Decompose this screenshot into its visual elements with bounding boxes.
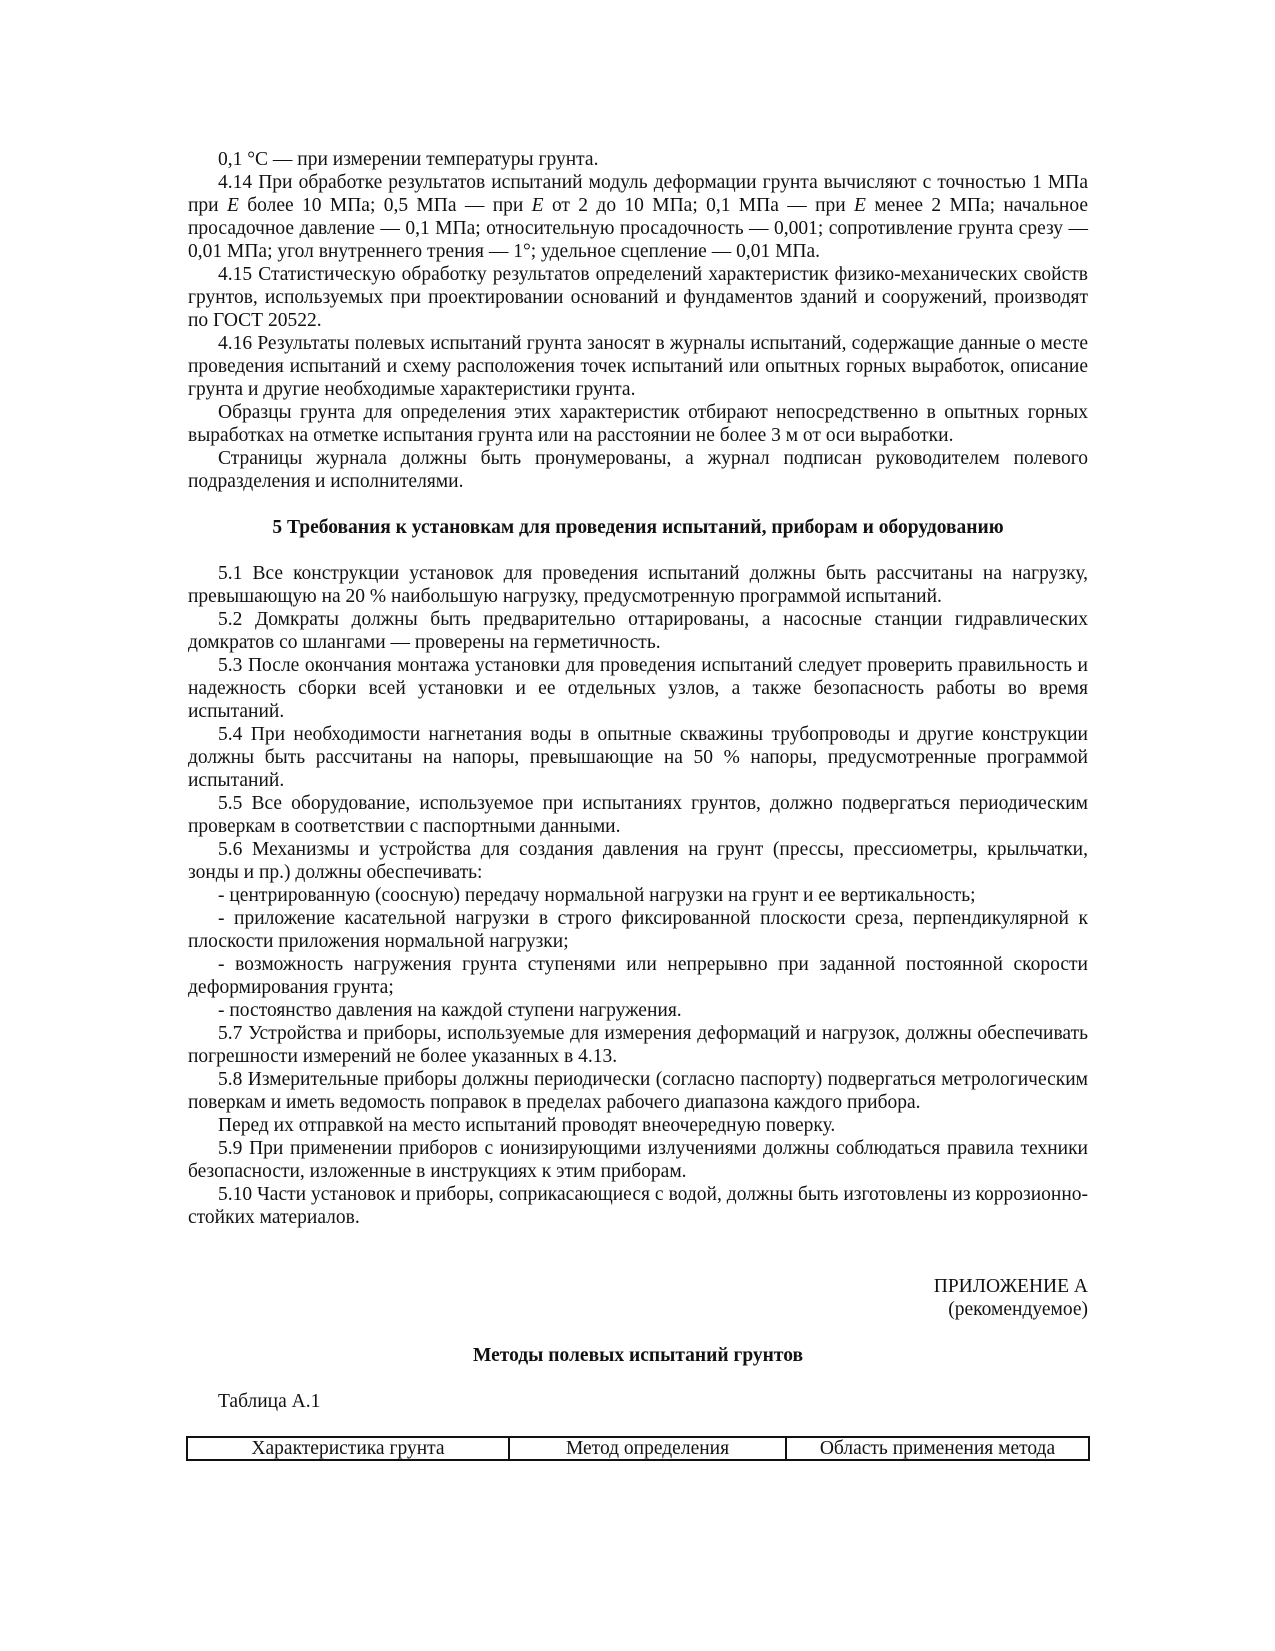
paragraph-5-4: 5.4 При необходимости нагнетания воды в опытные скважины трубопроводы и другие конструкции должны быть рассчитаны на напоры, превышающие на 50 % напоры, предусмотренные программой испытаний.	[188, 724, 1088, 791]
appendix-title: Методы полевых испытаний грунтов	[472, 1345, 804, 1366]
paragraph-5-8: 5.8 Измерительные приборы должны периодически (согласно паспорту) подвергаться метрологическим поверкам и иметь ведомость поправок в пределах рабочего диапазона каждого прибора.	[188, 1069, 1088, 1113]
paragraph-5-1: 5.1 Все конструкции установок для проведения испытаний должны быть рассчитаны на нагрузку, превышающую на 20 % наибольшую нагрузку, предусмотренную программой испытаний.	[188, 563, 1088, 607]
paragraph-5-7: 5.7 Устройства и приборы, используемые для измерения деформаций и нагрузок, должны обеспечивать погрешности измерений не более указанных в 4.13.	[188, 1023, 1088, 1067]
text-4-14-c: от 2 до 10 МПа; 0,1 МПа — при	[543, 195, 855, 216]
table-header-method: Метод определения	[509, 1437, 786, 1460]
document-page	[188, 148, 1088, 1461]
list-item-5-6-3: - возможность нагружения грунта ступенями или непрерывно при заданной постоянной скорости деформирования грунта;	[188, 954, 1088, 998]
paragraph-5-2: 5.2 Домкраты должны быть предварительно оттарированы, а насосные станции гидравлических домкратов со шлангами — проверены на герметичность.	[188, 609, 1088, 653]
list-item-5-6-2: - приложение касательной нагрузки в строго фиксированной плоскости среза, перпендикулярной к плоскости приложения нормальной нагрузки;	[188, 908, 1088, 952]
appendix-status: (рекомендуемое)	[948, 1299, 1088, 1320]
paragraph-samples: Образцы грунта для определения этих характеристик отбирают непосредственно в опытных горных выработках на отметке испытания грунта или на расстоянии не более 3 м от оси выработки.	[188, 402, 1088, 446]
symbol-e-1: E	[226, 195, 239, 216]
section-5-heading: 5 Требования к установкам для проведения испытаний, приборам и оборудованию	[272, 517, 1004, 538]
table-header-row	[187, 1437, 1089, 1460]
paragraph-4-15: 4.15 Статистическую обработку результатов определений характеристик физико-механических свойств грунтов, используемых при проектировании оснований и фундаментов зданий и сооружений, производят по ГОСТ 20522.	[188, 264, 1088, 331]
list-item-5-6-4: - постоянство давления на каждой ступени нагружения.	[218, 1000, 682, 1021]
text-4-14-d: менее 2 МПа; начальное просадочное давление — 0,1 МПа; относительную просадочность — 0,001; сопротивление грунта срезу — 0,01 МПа; угол внутреннего трения — 1°; удельное сцепление — 0,01 МПа.	[188, 195, 1088, 262]
paragraph-5-5: 5.5 Все оборудование, используемое при испытаниях грунтов, должно подвергаться периодическим проверкам в соответствии с паспортными данными.	[188, 793, 1088, 837]
table-caption: Таблица А.1	[218, 1391, 321, 1412]
paragraph-4-14	[188, 171, 1088, 263]
paragraph-4-16: 4.16 Результаты полевых испытаний грунта заносят в журналы испытаний, содержащие данные о месте проведения испытаний и схему расположения точек испытаний или опытных горных выработок, описание грунта и другие необходимые характеристики грунта.	[188, 333, 1088, 400]
text-4-14-a: 4.14 При обработке результатов испытаний модуль деформации грунта вычисляют с точностью 1 МПа при	[188, 172, 1088, 216]
text-4-14-b: более 10 МПа; 0,5 МПа — при	[238, 195, 532, 216]
paragraph-journal: Страницы журнала должны быть пронумерованы, а журнал подписан руководителем полевого подразделения и исполнителями.	[188, 448, 1088, 492]
table-header-scope: Область применения метода	[786, 1437, 1089, 1460]
paragraph-5-8-extra: Перед их отправкой на место испытаний проводят внеочередную поверку.	[218, 1115, 836, 1136]
table-header-soil-characteristic: Характеристика грунта	[187, 1437, 509, 1460]
paragraph-5-3: 5.3 После окончания монтажа установки для проведения испытаний следует проверить правильность и надежность сборки всей установки и ее отдельных узлов, а также безопасность работы во время испытаний.	[188, 655, 1088, 722]
appendix-label: ПРИЛОЖЕНИЕ А	[933, 1276, 1088, 1297]
paragraph-4-13-end: 0,1 °С — при измерении температуры грунта.	[218, 149, 599, 170]
soil-methods-table	[186, 1436, 1090, 1461]
paragraph-5-10: 5.10 Части установок и приборы, соприкасающиеся с водой, должны быть изготовлены из коррозионно-стойких материалов.	[188, 1184, 1088, 1228]
paragraph-5-6: 5.6 Механизмы и устройства для создания давления на грунт (прессы, прессиометры, крыльчатки, зонды и пр.) должны обеспечивать:	[188, 839, 1088, 883]
symbol-e-3: E	[854, 195, 866, 216]
paragraph-5-9: 5.9 При применении приборов с ионизирующими излучениями должны соблюдаться правила техники безопасности, изложенные в инструкциях к этим приборам.	[188, 1138, 1088, 1182]
symbol-e-2: E	[531, 195, 544, 216]
appendix-header	[188, 1275, 1088, 1321]
list-item-5-6-1: - центрированную (соосную) передачу нормальной нагрузки на грунт и ее вертикальность;	[218, 885, 976, 906]
